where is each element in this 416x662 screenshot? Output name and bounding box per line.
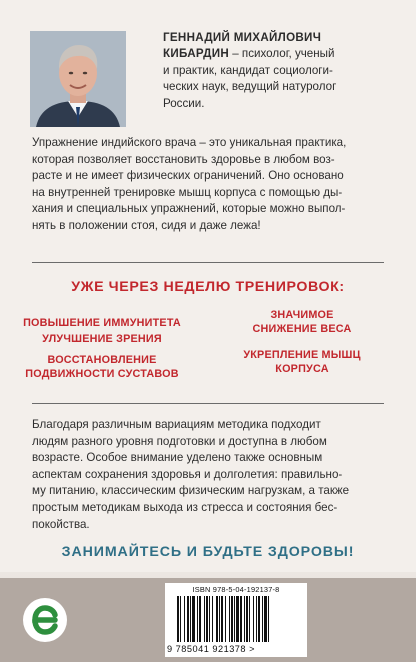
benefit-label: ПОВЫШЕНИЕ ИММУНИТЕТА (23, 317, 181, 329)
slogan: ЗАНИМАЙТЕСЬ И БУДЬТЕ ЗДОРОВЫ! (61, 544, 355, 560)
outro-line: му питанию, классическим физическим нагрузкам, а также (32, 484, 350, 498)
outro-paragraph (32, 417, 384, 533)
barcode (165, 583, 307, 657)
outro-line: аспектам сохранения здоровья и долголетия: правильно- (32, 467, 343, 481)
benefit-item (0, 316, 204, 330)
intro-line: расте и не имеет физических ограничений. Оно основано (32, 169, 344, 183)
benefits-title: УЖЕ ЧЕРЕЗ НЕДЕЛЮ ТРЕНИРОВОК: (71, 279, 345, 295)
barcode-digits: 9 785041 921378 > (167, 644, 255, 654)
benefit-label: УЛУЧШЕНИЕ ЗРЕНИЯ (42, 333, 162, 345)
outro-line: Благодаря различным вариациям методика подходит (32, 418, 321, 431)
isbn-label: ISBN 978-5-04-192137-8 (192, 585, 280, 594)
author-bio-line: и практик, кандидат социологи- (163, 63, 333, 77)
benefit-label: УКРЕПЛЕНИЕ МЫШЦ КОРПУСА (243, 349, 361, 376)
author-bio-line: – психолог, ученый (229, 47, 335, 61)
author-name-first: ГЕННАДИЙ МИХАЙЛОВИЧ (163, 31, 322, 44)
benefit-label: ВОССТАНОВЛЕНИЕ ПОДВИЖНОСТИ СУСТАВОВ (25, 354, 179, 381)
divider-bottom (32, 403, 384, 404)
benefit-item (212, 308, 392, 336)
benefit-item (212, 348, 392, 376)
eksmo-e-logo-icon (22, 597, 68, 643)
barcode-bars-icon (177, 596, 295, 644)
author-bio-line: ческих наук, ведущий натуролог (163, 80, 337, 94)
benefit-label: ЗНАЧИМОЕ СНИЖЕНИЕ ВЕСА (252, 309, 352, 336)
benefit-item (0, 332, 204, 346)
outro-line: покойства. (32, 517, 90, 531)
intro-paragraph (32, 135, 384, 235)
outro-line: людям разного уровня подготовки и доступна в любом (32, 434, 327, 448)
divider-top (32, 262, 384, 263)
outro-line: простым методикам выхода из стресса и состояния бес- (32, 500, 338, 514)
intro-line: хания и специальных упражнений, которые можно выпол- (32, 202, 346, 216)
outro-line: возрасте. Особое внимание уделено также основным (32, 451, 323, 465)
intro-line: нять в положении стоя, сидя и даже лежа! (32, 218, 261, 232)
author-bio-line: России. (163, 96, 205, 110)
author-name-last: КИБАРДИН (163, 47, 230, 61)
author-portrait-icon (30, 31, 126, 127)
author-bio (163, 30, 391, 112)
intro-line: Упражнение индийского врача – это уникальная практика, (32, 136, 347, 149)
benefit-item (0, 353, 204, 381)
author-photo (30, 31, 126, 127)
intro-line: на внутренней тренировке мышц корпуса с помощью ды- (32, 185, 343, 199)
intro-line: которая позволяет восстановить здоровье в любом воз- (32, 152, 335, 166)
